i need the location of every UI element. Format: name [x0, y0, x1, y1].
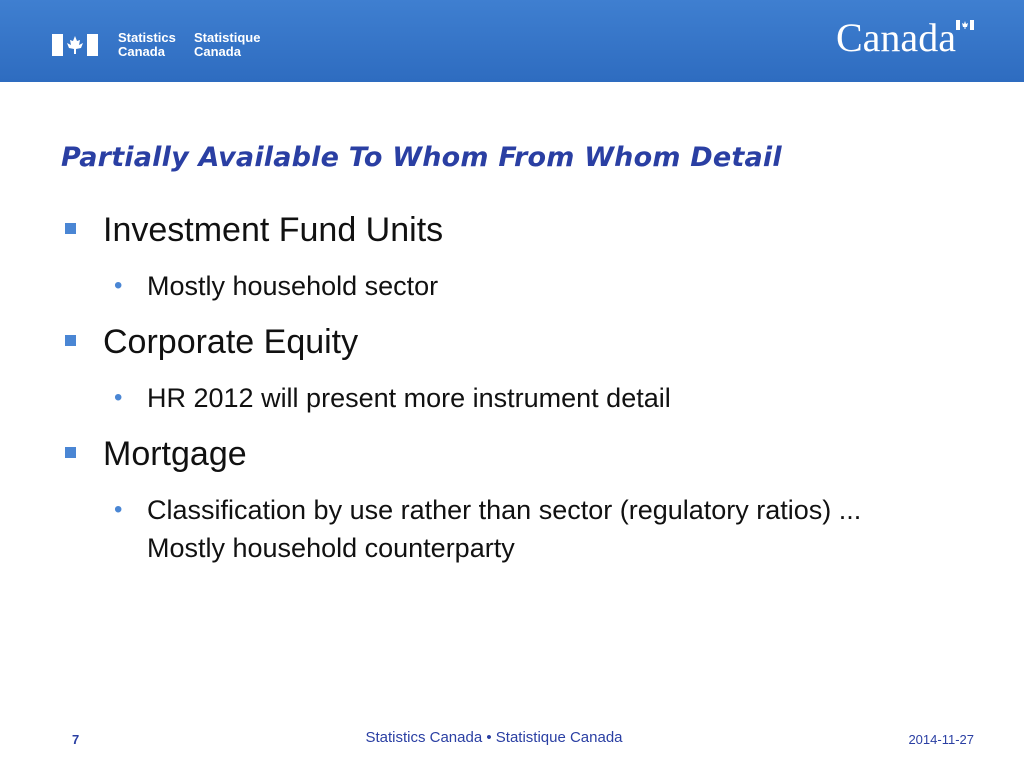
bullet-item — [60, 208, 960, 305]
footer-agency-text: Statistics Canada • Statistique Canada — [365, 729, 623, 746]
sub-bullet-item — [103, 267, 907, 305]
sub-bullet-text: HR 2012 will present more instrument detail — [147, 383, 671, 413]
sub-bullet-item — [103, 491, 907, 567]
square-bullet-icon — [65, 447, 76, 458]
agency-fr-line2: Canada — [194, 44, 241, 59]
canada-flag-icon — [52, 34, 98, 56]
agency-fr-line1: Statistique — [194, 30, 261, 45]
square-bullet-icon — [65, 335, 76, 346]
bullet-text: Mortgage — [103, 435, 247, 473]
bullet-text: Investment Fund Units — [103, 211, 444, 249]
slide-title: Partially Available To Whom From Whom Detail — [61, 142, 782, 173]
canada-wordmark: Canada — [836, 15, 956, 60]
sub-bullet-list — [103, 379, 960, 417]
bullet-text: Corporate Equity — [103, 323, 359, 361]
agency-en-line1: Statistics — [118, 30, 176, 45]
round-bullet-icon: • — [114, 496, 123, 523]
page-number: 7 — [72, 732, 80, 747]
bullet-item — [60, 320, 960, 417]
sub-bullet-text: Mostly household sector — [147, 271, 439, 301]
agency-name-fr — [194, 31, 260, 59]
wordmark-flag-icon — [956, 20, 974, 30]
sub-bullet-list — [103, 491, 960, 567]
sub-bullet-item — [103, 379, 907, 417]
bullet-item — [60, 432, 960, 567]
round-bullet-icon: • — [114, 384, 123, 411]
agency-en-line2: Canada — [118, 44, 165, 59]
square-bullet-icon — [65, 223, 76, 234]
bullet-list — [60, 208, 960, 582]
sub-bullet-text: Classification by use rather than sector (regulatory ratios) ... Mostly household counterparty — [147, 495, 862, 563]
header-banner — [0, 0, 1024, 82]
agency-name-en — [118, 31, 176, 59]
round-bullet-icon: • — [114, 272, 123, 299]
sub-bullet-list — [103, 267, 960, 305]
footer-date: 2014-11-27 — [908, 732, 974, 747]
